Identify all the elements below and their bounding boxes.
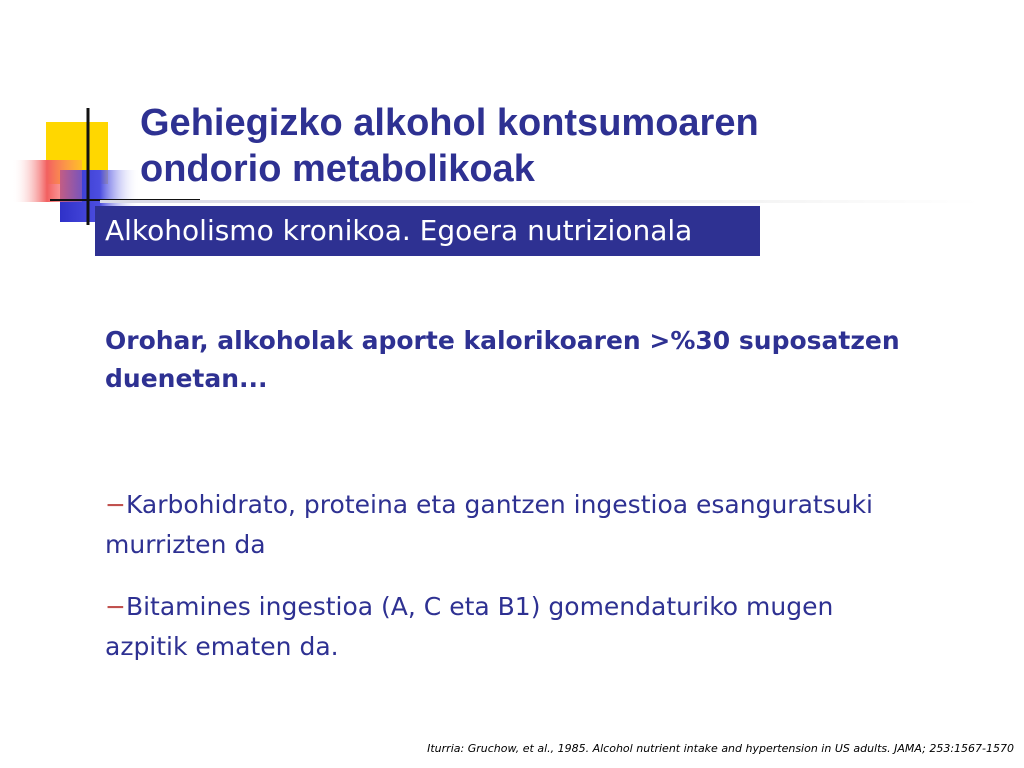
- dash-bullet-icon: −: [105, 490, 126, 519]
- bullet-item-2: [105, 587, 985, 667]
- deco-red-block: [12, 160, 82, 202]
- bullet-2-line-2: azpitik ematen da.: [105, 632, 339, 661]
- lead-paragraph: [105, 322, 945, 398]
- lead-line-2: duenetan...: [105, 364, 268, 393]
- bullet-1-line-1: Karbohidrato, proteina eta gantzen ingestioa esanguratsuki: [125, 490, 873, 519]
- subtitle-text: Alkoholismo kronikoa. Egoera nutrizionala: [105, 214, 693, 247]
- bullet-1-line-2: murrizten da: [105, 530, 266, 559]
- title-line-2: ondorio metabolikoak: [140, 148, 535, 190]
- subtitle-bar: [95, 206, 760, 256]
- source-citation: Iturria: Gruchow, et al., 1985. Alcohol nutrient intake and hypertension in US adults. JAMA; 253:1567-1570: [427, 742, 1014, 755]
- dash-bullet-icon: −: [105, 592, 126, 621]
- bullet-2-line-1: Bitamines ingestioa (A, C eta B1) gomendaturiko mugen: [125, 592, 834, 621]
- bullet-item-1: [105, 485, 985, 565]
- title-line-1: Gehiegizko alkohol kontsumoaren: [140, 102, 759, 144]
- title-divider: [100, 200, 980, 203]
- lead-line-1: Orohar, alkoholak aporte kalorikoaren >%30 suposatzen: [105, 326, 900, 355]
- slide-title: [140, 100, 960, 192]
